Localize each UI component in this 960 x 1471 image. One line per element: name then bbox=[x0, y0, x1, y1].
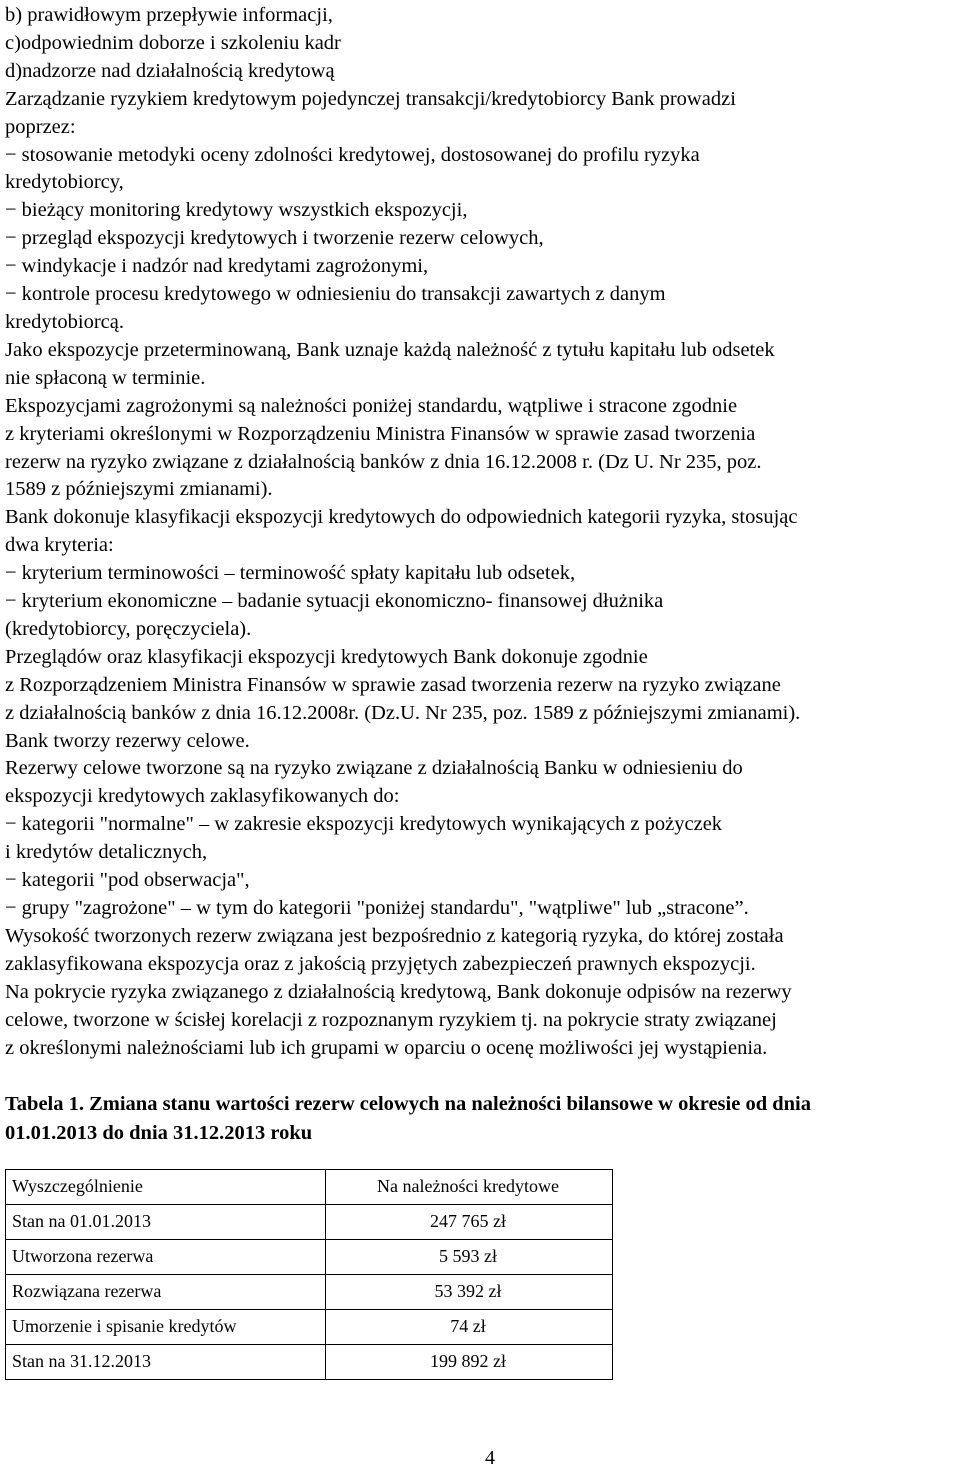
table-header-cell: Wyszczególnienie bbox=[6, 1170, 326, 1205]
text-line: ekspozycji kredytowych zaklasyfikowanych do: bbox=[5, 785, 400, 808]
text-line: kredytobiorcy, bbox=[5, 171, 124, 194]
table-header-cell: Na należności kredytowe bbox=[326, 1170, 613, 1205]
text-line: poprzez: bbox=[5, 115, 76, 138]
table-cell-value: 5 593 zł bbox=[326, 1240, 613, 1275]
text-line: Wysokość tworzonych rezerw związana jest bezpośrednio z kategorią ryzyka, do której została bbox=[5, 924, 784, 947]
text-line: Bank tworzy rezerwy celowe. bbox=[5, 729, 250, 752]
text-line: (kredytobiorcy, poręczyciela). bbox=[5, 617, 252, 640]
table-header-row bbox=[6, 1170, 613, 1205]
text-line: nie spłaconą w terminie. bbox=[5, 366, 206, 389]
table-cell-value: 53 392 zł bbox=[326, 1275, 613, 1310]
table-cell-value: 199 892 zł bbox=[326, 1345, 613, 1380]
text-line: Ekspozycjami zagrożonymi są należności poniżej standardu, wątpliwe i stracone zgodnie bbox=[5, 394, 738, 417]
table-cell-value: 74 zł bbox=[326, 1310, 613, 1345]
table-row bbox=[6, 1275, 613, 1310]
table-caption: Tabela 1. Zmiana stanu wartości rezerw celowych na należności bilansowe w okresie od dnia bbox=[5, 1093, 811, 1116]
table-caption-continued: 01.01.2013 do dnia 31.12.2013 roku bbox=[5, 1121, 313, 1144]
table-cell-label: Umorzenie i spisanie kredytów bbox=[6, 1310, 326, 1345]
spacer bbox=[5, 1062, 960, 1090]
list-item: − przegląd ekspozycji kredytowych i tworzenie rezerw celowych, bbox=[5, 227, 544, 250]
text-line: z działalnością banków z dnia 16.12.2008r. (Dz.U. Nr 235, poz. 1589 z późniejszymi zmianami). bbox=[5, 701, 801, 724]
list-item: − stosowanie metodyki oceny zdolności kredytowej, dostosowanej do profilu ryzyka bbox=[5, 143, 700, 166]
text-line: celowe, tworzone w ścisłej korelacji z rozpoznanym ryzykiem tj. na pokrycie straty związanej bbox=[5, 1008, 777, 1031]
table-cell-label: Rozwiązana rezerwa bbox=[6, 1275, 326, 1310]
text-line: dwa kryteria: bbox=[5, 534, 114, 557]
list-item: − kategorii "pod obserwacja", bbox=[5, 869, 250, 892]
list-item: − windykacje i nadzór nad kredytami zagrożonymi, bbox=[5, 255, 429, 278]
reserves-table bbox=[5, 1169, 613, 1380]
table-cell-label: Stan na 31.12.2013 bbox=[6, 1345, 326, 1380]
text-line: Na pokrycie ryzyka związanego z działalnością kredytową, Bank dokonuje odpisów na rezerwy bbox=[5, 980, 792, 1003]
text-line: Bank dokonuje klasyfikacji ekspozycji kredytowych do odpowiednich kategorii ryzyka, stosując bbox=[5, 506, 798, 529]
text-line: z Rozporządzeniem Ministra Finansów w sprawie zasad tworzenia rezerw na ryzyko związane bbox=[5, 673, 781, 696]
table-row bbox=[6, 1205, 613, 1240]
text-line: Rezerwy celowe tworzone są na ryzyko związane z działalnością Banku w odniesieniu do bbox=[5, 757, 743, 780]
list-item: − kategorii "normalne" – w zakresie ekspozycji kredytowych wynikających z pożyczek bbox=[5, 813, 723, 836]
list-item: − kontrole procesu kredytowego w odniesieniu do transakcji zawartych z danym bbox=[5, 283, 666, 306]
text-line: z określonymi należnościami lub ich grupami w oparciu o ocenę możliwości jej wystąpienia. bbox=[5, 1036, 768, 1059]
text-line: 1589 z późniejszymi zmianami). bbox=[5, 478, 273, 501]
table-row bbox=[6, 1310, 613, 1345]
text-line: Jako ekspozycje przeterminowaną, Bank uznaje każdą należność z tytułu kapitału lub odsetek bbox=[5, 338, 775, 361]
text-line: d)nadzorze nad działalnością kredytową bbox=[5, 59, 335, 82]
list-item: − kryterium terminowości – terminowość spłaty kapitału lub odsetek, bbox=[5, 562, 576, 585]
table-cell-label: Utworzona rezerwa bbox=[6, 1240, 326, 1275]
table-cell-label: Stan na 01.01.2013 bbox=[6, 1205, 326, 1240]
text-line: rezerw na ryzyko związane z działalnością banków z dnia 16.12.2008 r. (Dz U. Nr 235, poz. bbox=[5, 450, 762, 473]
text-line: Zarządzanie ryzykiem kredytowym pojedynczej transakcji/kredytobiorcy Bank prowadzi bbox=[5, 87, 736, 110]
table-cell-value: 247 765 zł bbox=[326, 1205, 613, 1240]
table-row bbox=[6, 1240, 613, 1275]
text-line: kredytobiorcą. bbox=[5, 310, 124, 333]
text-line: Przeglądów oraz klasyfikacji ekspozycji kredytowych Bank dokonuje zgodnie bbox=[5, 645, 648, 668]
text-line: c)odpowiednim doborze i szkoleniu kadr bbox=[5, 31, 341, 54]
text-line: zaklasyfikowana ekspozycja oraz z jakością przyjętych zabezpieczeń prawnych ekspozycji. bbox=[5, 952, 756, 975]
list-item: − grupy "zagrożone" – w tym do kategorii "poniżej standardu", "wątpliwe" lub „stracone”. bbox=[5, 897, 749, 919]
page-number: 4 bbox=[485, 1447, 495, 1469]
table-row bbox=[6, 1345, 613, 1380]
document-body bbox=[5, 2, 960, 1380]
text-line: z kryteriami określonymi w Rozporządzeniu Ministra Finansów w sprawie zasad tworzenia bbox=[5, 422, 756, 445]
list-item: − kryterium ekonomiczne – badanie sytuacji ekonomiczno- finansowej dłużnika bbox=[5, 590, 664, 613]
text-line: i kredytów detalicznych, bbox=[5, 841, 208, 864]
text-line: b) prawidłowym przepływie informacji, bbox=[5, 4, 333, 26]
list-item: − bieżący monitoring kredytowy wszystkich ekspozycji, bbox=[5, 199, 468, 222]
